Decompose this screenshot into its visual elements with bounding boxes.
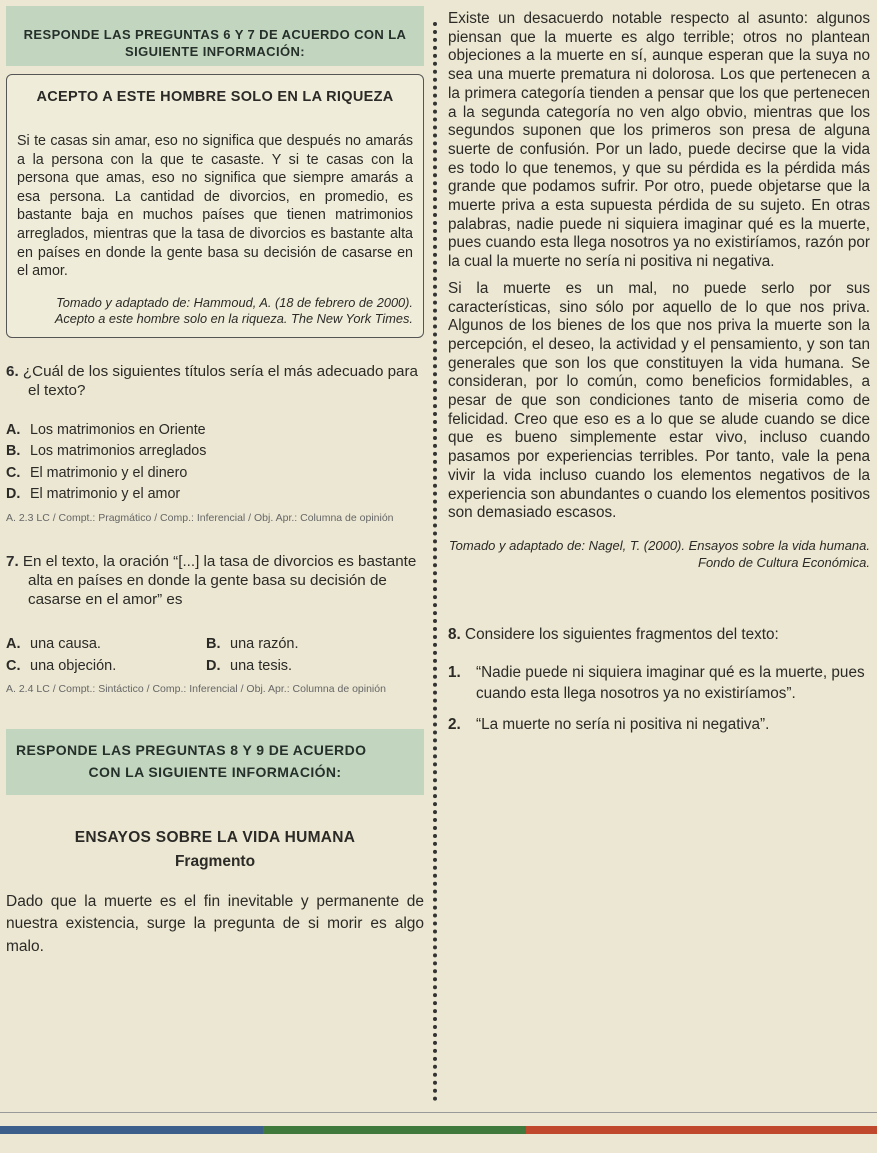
column-divider — [433, 22, 437, 1102]
option-6b[interactable]: B. Los matrimonios arreglados — [6, 443, 207, 460]
instructions-header-8-9 — [6, 729, 424, 795]
question-7 — [6, 552, 424, 609]
essay-source: Tomado y adaptado de: Nagel, T. (2000). Ensayos sobre la vida humana. Fondo de Cultura Económica. — [448, 537, 870, 570]
fragment-1: 1. “Nadie puede ni siquiera imaginar qué es la muerte, pues cuando esta llega nosotros ya no existiríamos”. — [448, 663, 865, 702]
option-7d[interactable]: D. una tesis. — [206, 657, 293, 674]
option-6c[interactable]: C. El matrimonio y el dinero — [6, 464, 188, 481]
question-6-number: 6. — [6, 362, 19, 380]
right-column — [448, 10, 870, 745]
question-7-text: En el texto, la oración “[...] la tasa de divorcios es bastante alta en países en donde la gente basa su decisión de casarse en el amor” es — [22, 552, 417, 608]
question-8-number: 8. — [448, 625, 461, 643]
question-6 — [6, 362, 424, 400]
left-column — [6, 6, 424, 958]
fragment-2: 2. “La muerte no sería ni positiva ni negativa”. — [448, 715, 770, 733]
question-8 — [448, 625, 870, 644]
option-6a[interactable]: A. Los matrimonios en Oriente — [6, 421, 206, 438]
question-7-meta: A. 2.4 LC / Compt.: Sintáctico / Comp.: Inferencial / Obj. Apr.: Columna de opinión — [6, 682, 386, 695]
footer-color-stripe — [0, 1126, 877, 1134]
essay-title: ENSAYOS SOBRE LA VIDA HUMANA — [74, 828, 356, 846]
option-6d[interactable]: D. El matrimonio y el amor — [6, 486, 181, 503]
option-7a[interactable]: A. una causa. — [6, 635, 101, 652]
question-6-meta: A. 2.3 LC / Compt.: Pragmático / Comp.: Inferencial / Obj. Apr.: Columna de opinión — [6, 511, 394, 524]
reading-body: Si te casas sin amar, eso no significa que después no amarás a la persona con la que te casaste. Y si te casas con la persona que amas, eso no significa que siempre amarás a esa persona. La cantidad de divorcios, en promedio, es bastante baja en muchos países que tienen matrimonios arreglados, mientras que la tasa de divorcios es bastante alta en países en donde la gente basa su decisión de casarse en el amor. — [17, 133, 413, 280]
question-8-text: Considere los siguientes fragmentos del texto: — [465, 625, 779, 643]
essay-paragraph-2: Si la muerte es un mal, no puede serlo por sus características, sino sólo por aquello de lo que nos priva. Algunos de los bienes de los que nos priva la muerte son la percepción, el deseo, la actividad y el pensamiento, y son tan generales que son los que constituyen la vida humana. Se consideran, por lo común, como beneficios formidables, a pesar de que son condiciones tanto de miseria como de felicidad. Creo que eso es a lo que se alude cuando se dice que es bueno simplemente estar vivo, incluso cuando pasamos por experiencias terribles. Por tanto, vale la pena vivir la vida incluso cuando los elementos negativos de la experiencia son abundantes o cuando los elementos positivos son demasiado escasos. — [448, 279, 870, 522]
essay-body-start: Dado que la muerte es el fin inevitable y permanente de nuestra existencia, surge la pregunta de si morir es algo malo. — [6, 892, 424, 955]
option-7b[interactable]: B. una razón. — [206, 635, 299, 652]
question-7-number: 7. — [6, 552, 19, 570]
instructions-header-8-9-line2: CON LA SIGUIENTE INFORMACIÓN: — [88, 763, 342, 780]
question-8-fragments — [448, 662, 870, 735]
essay-paragraph-1: Existe un desacuerdo notable respecto al asunto: algunos piensan que la muerte es algo terrible; otros no plantean objeciones a la muerte en sí, aunque esperan que la suya no sea una muerte prematura ni dolorosa. Los que pertenecen a la primera categoría tienden a pensar que los que pertenecen a la segunda categoría no ven algo obvio, mientras que los segundos suponen que los primeros son presa de alguna suerte de confusión. Por un lado, puede decirse que la vida es todo lo que tenemos, y que su pérdida es la pérdida más grande que podamos sufrir. Por otro, puede objetarse que la muerte priva a esta supuesta pérdida de su sujeto. En otras palabras, nadie puede ni siquiera imaginar qué es la muerte, pues cuando esta llega nosotros ya no existiríamos, razón por la cual la muerte no sería ni positiva ni negativa. — [448, 10, 870, 271]
instructions-header-6-7: RESPONDE LAS PREGUNTAS 6 Y 7 DE ACUERDO CON LA SIGUIENTE INFORMACIÓN: — [6, 6, 424, 66]
reading-title: ACEPTO A ESTE HOMBRE SOLO EN LA RIQUEZA — [36, 89, 394, 105]
question-7-options — [6, 633, 424, 677]
option-7c[interactable]: C. una objeción. — [6, 657, 117, 674]
reading-source: Tomado y adaptado de: Hammoud, A. (18 de febrero de 2000). Acepto a este hombre solo en la riqueza. The New York Times. — [54, 294, 413, 326]
question-6-text: ¿Cuál de los siguientes títulos sería el más adecuado para el texto? — [22, 362, 419, 399]
instructions-header-8-9-line1: RESPONDE LAS PREGUNTAS 8 Y 9 DE ACUERDO — [16, 741, 367, 758]
question-6-options — [6, 420, 424, 506]
footer-rule — [0, 1112, 877, 1113]
fragment-label: Fragmento — [174, 852, 256, 870]
reading-box — [6, 74, 424, 338]
